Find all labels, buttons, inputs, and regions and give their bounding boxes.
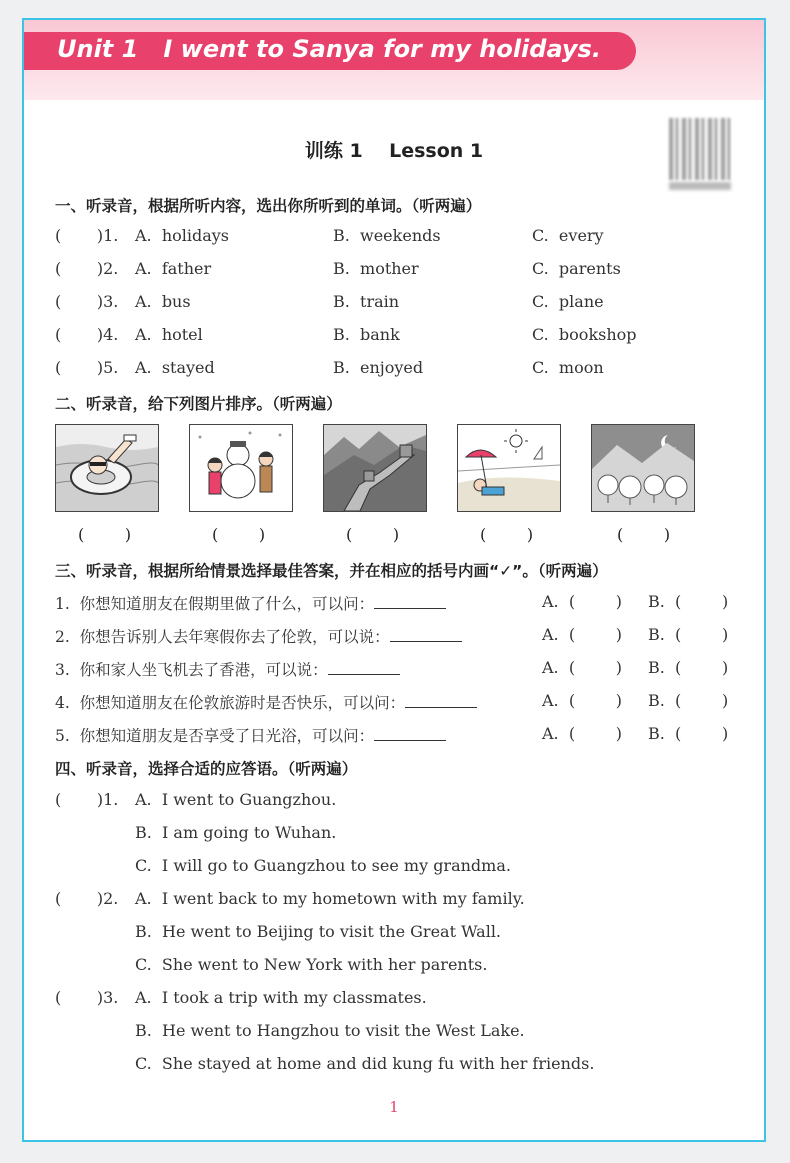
question-number: ( )2. (55, 889, 119, 908)
snowy-night-picture (591, 424, 695, 512)
section1-row (24, 226, 764, 248)
question-text: 4. 你想知道朋友在伦敦旅游时是否快乐，可以问： (55, 694, 406, 712)
option-a: A. father (135, 259, 212, 278)
response-row (24, 889, 764, 911)
section2-heading: 二、听录音，给下列图片排序。（听两遍） (55, 395, 342, 413)
response-option: C. I will go to Guangzhou to see my grandma. (135, 856, 511, 875)
section1-heading: 一、听录音，根据所听内容，选出你所听到的单词。（听两遍） (55, 197, 482, 215)
situation-question (55, 592, 446, 614)
section4-heading: 四、听录音，选择合适的应答语。（听两遍） (55, 760, 358, 778)
option-a-blank[interactable]: A. ( ) (542, 592, 622, 611)
question-number: ( )2. (55, 259, 119, 278)
response-option: B. I am going to Wuhan. (135, 823, 337, 842)
option-c: C. every (532, 226, 604, 245)
situation-question (55, 724, 446, 746)
qr-caption (669, 182, 731, 190)
swim-ring-picture (55, 424, 159, 512)
option-a-blank[interactable]: A. ( ) (542, 724, 622, 743)
page-number: 1 (389, 1098, 399, 1116)
qr-code (669, 118, 731, 180)
question-text: 3. 你和家人坐飞机去了香港，可以说： (55, 661, 328, 679)
answer-blank[interactable]: ( ) (78, 525, 132, 544)
option-a: A. bus (135, 292, 191, 311)
situation-question (55, 691, 477, 713)
response-row (24, 1021, 764, 1043)
response-row (24, 988, 764, 1010)
response-option: A. I went to Guangzhou. (135, 790, 337, 809)
option-b-blank[interactable]: B. ( ) (648, 724, 729, 743)
option-a: A. stayed (135, 358, 215, 377)
option-c: C. bookshop (532, 325, 637, 344)
option-c: C. plane (532, 292, 604, 311)
question-number: ( )5. (55, 358, 119, 377)
option-b: B. enjoyed (333, 358, 424, 377)
section3-heading: 三、听录音，根据所给情景选择最佳答案，并在相应的括号内画“✓”。（听两遍） (55, 562, 608, 580)
option-b: B. weekends (333, 226, 441, 245)
worksheet-page (22, 18, 766, 1142)
question-text: 2. 你想告诉别人去年寒假你去了伦敦，可以说： (55, 628, 390, 646)
option-a-blank[interactable]: A. ( ) (542, 691, 622, 710)
response-option: B. He went to Beijing to visit the Great Wall. (135, 922, 502, 941)
option-b-blank[interactable]: B. ( ) (648, 691, 729, 710)
question-number: ( )3. (55, 988, 119, 1007)
option-a: A. holidays (135, 226, 230, 245)
lesson-title: 训练 1 Lesson 1 (304, 140, 484, 162)
response-option: A. I went back to my hometown with my family. (135, 889, 525, 908)
question-number: ( )1. (55, 226, 119, 245)
situation-question (55, 625, 462, 647)
question-number: ( )4. (55, 325, 119, 344)
option-b-blank[interactable]: B. ( ) (648, 592, 729, 611)
fill-line (374, 592, 446, 609)
response-row (24, 823, 764, 845)
option-a-blank[interactable]: A. ( ) (542, 658, 622, 677)
option-b-blank[interactable]: B. ( ) (648, 625, 729, 644)
great-wall-picture (323, 424, 427, 512)
option-b: B. mother (333, 259, 419, 278)
fill-line (405, 691, 477, 708)
section1-row (24, 358, 764, 380)
option-a-blank[interactable]: A. ( ) (542, 625, 622, 644)
unit-title: Unit 1 I went to Sanya for my holidays. (57, 35, 601, 63)
section1-row (24, 325, 764, 347)
option-b: B. train (333, 292, 400, 311)
response-option: C. She went to New York with her parents. (135, 955, 488, 974)
fill-line (390, 625, 462, 642)
option-c: C. parents (532, 259, 621, 278)
response-row (24, 955, 764, 977)
question-text: 5. 你想知道朋友是否享受了日光浴，可以问： (55, 727, 375, 745)
question-number: ( )1. (55, 790, 119, 809)
question-number: ( )3. (55, 292, 119, 311)
beach-picture (457, 424, 561, 512)
answer-blank[interactable]: ( ) (480, 525, 534, 544)
section1-row (24, 292, 764, 314)
answer-blank[interactable]: ( ) (212, 525, 266, 544)
question-text: 1. 你想知道朋友在假期里做了什么，可以问： (55, 595, 375, 613)
option-a: A. hotel (135, 325, 203, 344)
answer-blank[interactable]: ( ) (617, 525, 671, 544)
response-row (24, 922, 764, 944)
answer-blank[interactable]: ( ) (346, 525, 400, 544)
response-row (24, 856, 764, 878)
option-b-blank[interactable]: B. ( ) (648, 658, 729, 677)
response-row (24, 790, 764, 812)
option-b: B. bank (333, 325, 400, 344)
option-c: C. moon (532, 358, 604, 377)
response-option: B. He went to Hangzhou to visit the West Lake. (135, 1021, 525, 1040)
fill-line (374, 724, 446, 741)
response-option: C. She stayed at home and did kung fu with her friends. (135, 1054, 595, 1073)
situation-question (55, 658, 400, 680)
response-option: A. I took a trip with my classmates. (135, 988, 427, 1007)
response-row (24, 1054, 764, 1076)
fill-line (328, 658, 400, 675)
section1-row (24, 259, 764, 281)
snowman-picture (189, 424, 293, 512)
